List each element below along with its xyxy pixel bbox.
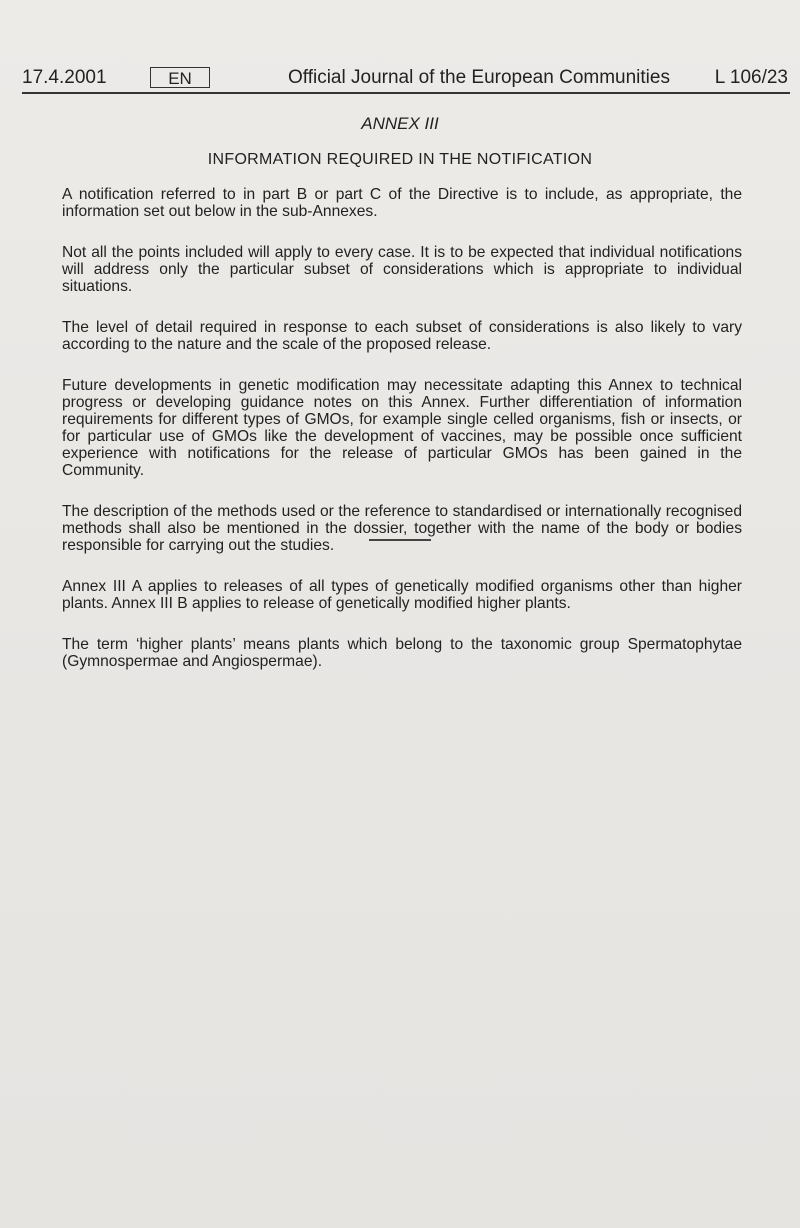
header-rule: [22, 92, 790, 94]
journal-title: Official Journal of the European Communities: [288, 67, 670, 88]
paragraph: A notification referred to in part B or part C of the Directive is to include, as appropriate, the information set out below in the sub-Annexes.: [62, 186, 742, 220]
annex-body: [62, 186, 742, 694]
paragraph: The level of detail required in response to each subset of considerations is also likely to vary according to the nature and the scale of the proposed release.: [62, 319, 742, 353]
page-header: [22, 66, 790, 90]
paragraph: The term ‘higher plants’ means plants which belong to the taxonomic group Spermatophytae (Gymnospermae and Angiospermae).: [62, 636, 742, 670]
annex-label: ANNEX III: [361, 114, 439, 133]
paragraph: Annex III A applies to releases of all types of genetically modified organisms other than higher plants. Annex III B applies to release of genetically modified higher plants.: [62, 578, 742, 612]
language-badge: EN: [150, 67, 210, 88]
publication-date: 17.4.2001: [22, 67, 107, 88]
page-reference: L 106/23: [714, 67, 788, 88]
paragraph: Not all the points included will apply to every case. It is to be expected that individual notifications will address only the particular subset of considerations which is appropriate to individual situations.: [62, 244, 742, 295]
section-end-rule: [369, 539, 431, 541]
annex-title: INFORMATION REQUIRED IN THE NOTIFICATION: [207, 151, 593, 168]
paragraph: The description of the methods used or the reference to standardised or internationally recognised methods shall also be mentioned in the dossier, together with the name of the body or bodies responsible for carrying out the studies.: [62, 503, 742, 554]
paragraph: Future developments in genetic modification may necessitate adapting this Annex to technical progress or developing guidance notes on this Annex. Further differentiation of information requirements for different types of GMOs, for example single celled organisms, fish or insects, or for particular use of GMOs like the development of vaccines, may be possible once sufficient experience with notifications for the release of particular GMOs has been gained in the Community.: [62, 377, 742, 479]
